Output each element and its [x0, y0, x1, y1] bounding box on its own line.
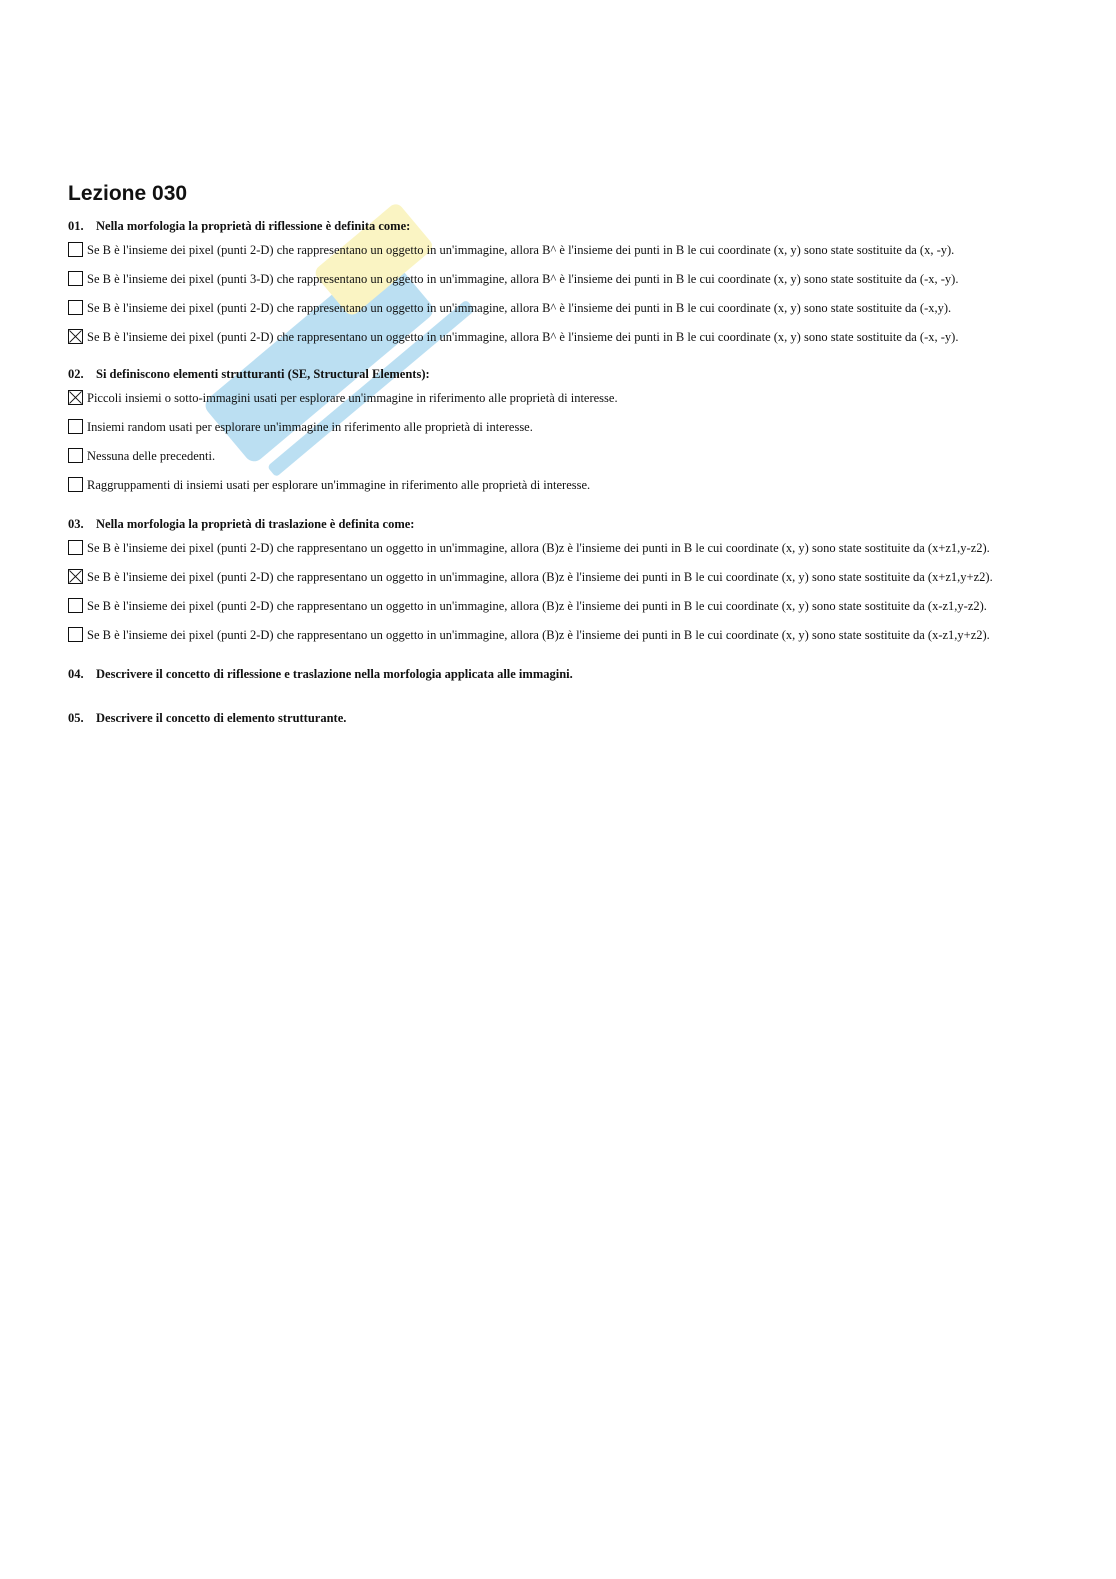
answer-option	[68, 300, 1034, 315]
question-text: Descrivere il concetto di riflessione e traslazione nella morfologia applicata alle immagini.	[96, 667, 573, 681]
checkbox-empty[interactable]	[68, 627, 83, 642]
checkbox-empty[interactable]	[68, 271, 83, 286]
option-text: Se B è l'insieme dei pixel (punti 2-D) che rappresentano un oggetto in un'immagine, allora (B)z è l'insieme dei punti in B le cui coordinate (x, y) sono state sostituite da (x+z1,y-z2).	[87, 541, 990, 555]
checkbox-checked[interactable]	[68, 329, 83, 344]
checkbox-empty[interactable]	[68, 300, 83, 315]
answer-option	[68, 271, 1034, 286]
option-text: Se B è l'insieme dei pixel (punti 2-D) che rappresentano un oggetto in un'immagine, allora (B)z è l'insieme dei punti in B le cui coordinate (x, y) sono state sostituite da (x-z1,y-z2).	[87, 599, 987, 613]
question-text: Descrivere il concetto di elemento strutturante.	[96, 711, 347, 725]
option-text: Se B è l'insieme dei pixel (punti 2-D) che rappresentano un oggetto in un'immagine, allora B^ è l'insieme dei punti in B le cui coordinate (x, y) sono state sostituite da (x, -y).	[87, 243, 955, 257]
question-text: Nella morfologia la proprietà di traslazione è definita come:	[96, 517, 415, 531]
question-number: 01.	[68, 219, 84, 233]
answer-option	[68, 540, 1034, 555]
answer-option	[68, 329, 1034, 344]
option-text: Se B è l'insieme dei pixel (punti 2-D) che rappresentano un oggetto in un'immagine, allora (B)z è l'insieme dei punti in B le cui coordinate (x, y) sono state sostituite da (x+z1,y+z2).	[87, 570, 993, 584]
checkbox-checked[interactable]	[68, 390, 83, 405]
question-header	[68, 666, 1034, 682]
question-header	[68, 366, 1034, 382]
question-number: 05.	[68, 711, 84, 725]
answer-option	[68, 419, 1034, 434]
answer-option	[68, 569, 1034, 584]
option-text: Se B è l'insieme dei pixel (punti 2-D) che rappresentano un oggetto in un'immagine, allora B^ è l'insieme dei punti in B le cui coordinate (x, y) sono state sostituite da (-x,y).	[87, 301, 952, 315]
answer-option	[68, 598, 1034, 613]
answer-option	[68, 477, 1034, 492]
checkbox-empty[interactable]	[68, 477, 83, 492]
checkbox-empty[interactable]	[68, 540, 83, 555]
question-header	[68, 710, 1034, 726]
question-02	[68, 366, 1034, 492]
answer-option	[68, 627, 1034, 642]
checkbox-empty[interactable]	[68, 419, 83, 434]
checkbox-checked[interactable]	[68, 569, 83, 584]
question-05	[68, 710, 1034, 726]
question-01	[68, 218, 1034, 344]
question-number: 02.	[68, 367, 84, 381]
option-text: Se B è l'insieme dei pixel (punti 2-D) che rappresentano un oggetto in un'immagine, allora (B)z è l'insieme dei punti in B le cui coordinate (x, y) sono state sostituite da (x-z1,y+z2).	[87, 628, 990, 642]
lesson-title: Lezione 030	[68, 182, 188, 205]
question-text: Nella morfologia la proprietà di riflessione è definita come:	[96, 219, 411, 233]
question-header	[68, 218, 1034, 234]
checkbox-empty[interactable]	[68, 448, 83, 463]
question-04	[68, 666, 1034, 682]
answer-option	[68, 390, 1034, 405]
question-number: 03.	[68, 517, 84, 531]
option-text: Se B è l'insieme dei pixel (punti 3-D) che rappresentano un oggetto in un'immagine, allora B^ è l'insieme dei punti in B le cui coordinate (x, y) sono state sostituite da (-x, -y).	[87, 272, 959, 286]
answer-option	[68, 242, 1034, 257]
question-number: 04.	[68, 667, 84, 681]
question-header	[68, 516, 1034, 532]
answer-option	[68, 448, 1034, 463]
document-page	[68, 180, 1034, 754]
option-text: Insiemi random usati per esplorare un'immagine in riferimento alle proprietà di interesse.	[87, 420, 533, 434]
checkbox-empty[interactable]	[68, 598, 83, 613]
option-text: Nessuna delle precedenti.	[87, 449, 216, 463]
option-text: Se B è l'insieme dei pixel (punti 2-D) che rappresentano un oggetto in un'immagine, allora B^ è l'insieme dei punti in B le cui coordinate (x, y) sono state sostituite da (-x, -y).	[87, 330, 959, 344]
option-text: Raggruppamenti di insiemi usati per esplorare un'immagine in riferimento alle proprietà di interesse.	[87, 478, 591, 492]
option-text: Piccoli insiemi o sotto-immagini usati per esplorare un'immagine in riferimento alle proprietà di interesse.	[87, 391, 618, 405]
checkbox-empty[interactable]	[68, 242, 83, 257]
question-03	[68, 516, 1034, 642]
question-text: Si definiscono elementi strutturanti (SE, Structural Elements):	[96, 367, 430, 381]
